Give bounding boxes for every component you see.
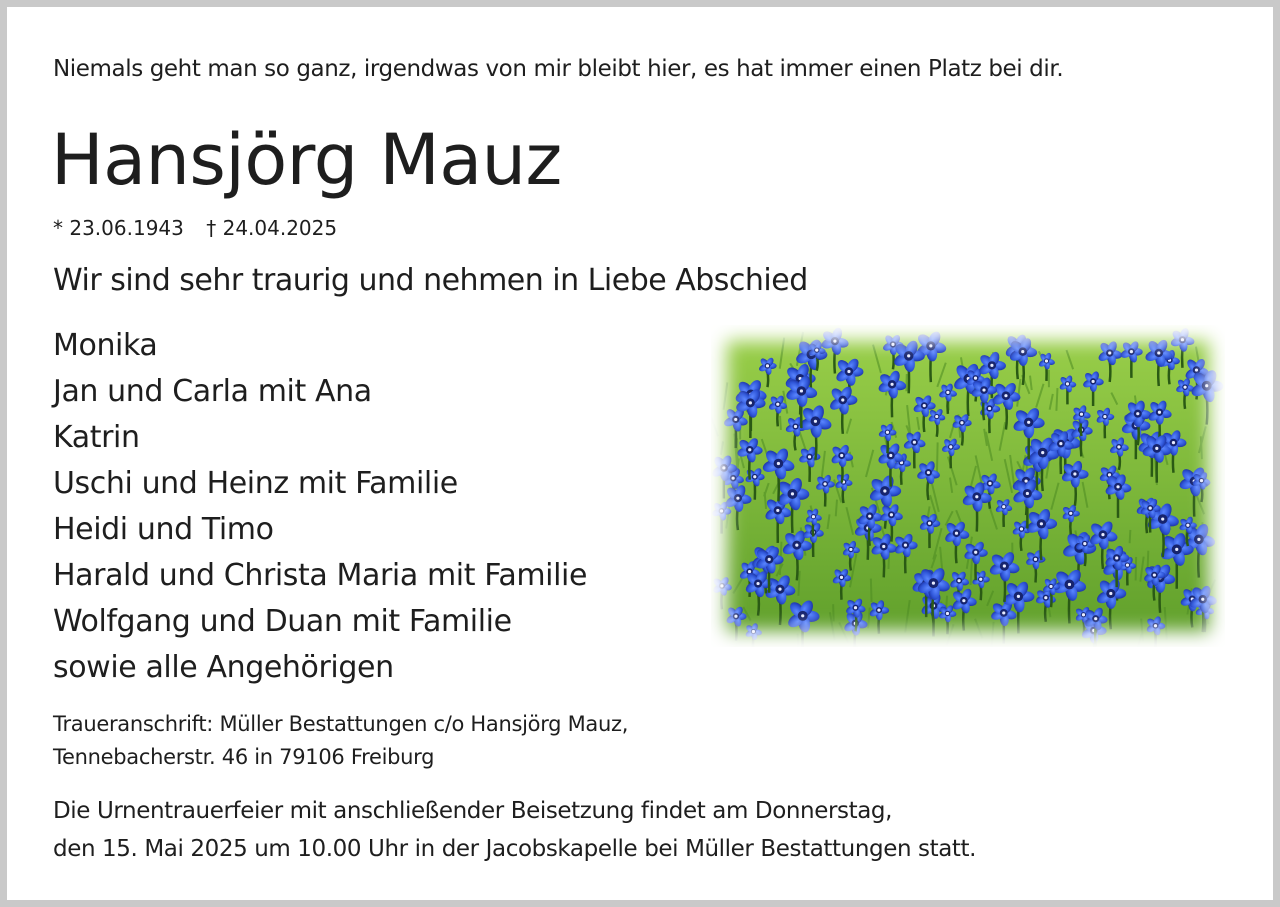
grass-blade [798, 571, 799, 596]
grass-blade [1056, 388, 1057, 411]
mourner-item: Jan und Carla mit Ana [53, 374, 372, 409]
grass-blade [833, 604, 834, 621]
life-dates [53, 216, 353, 240]
ceremony-info [53, 792, 976, 868]
deceased-name: Hansjörg Mauz [51, 119, 562, 201]
mourner-item: Katrin [53, 420, 140, 455]
grass-blade [780, 416, 781, 430]
mourner-item: Wolfgang und Duan mit Familie [53, 604, 512, 639]
mourner-item: Uschi und Heinz mit Familie [53, 466, 458, 501]
grass-blade [798, 634, 799, 647]
gentian-flowers-image [711, 325, 1225, 647]
ceremony-line: Die Urnentrauerfeier mit anschließender Beisetzung findet am Donnerstag, [53, 798, 893, 824]
mourner-item: sowie alle Angehörigen [53, 650, 394, 685]
death-date: † 24.04.2025 [206, 216, 338, 240]
mourner-item: Monika [53, 328, 158, 363]
motto-text: Niemals geht man so ganz, irgendwas von mir bleibt hier, es hat immer einen Platz bei dir. [53, 56, 1064, 82]
farewell-line: Wir sind sehr traurig und nehmen in Liebe Abschied [53, 263, 808, 298]
grass-blade [1130, 530, 1131, 543]
grass-blade [871, 579, 872, 602]
mourner-item: Harald und Christa Maria mit Familie [53, 558, 588, 593]
grass-blade [937, 442, 938, 474]
address-line: Traueranschrift: Müller Bestattungen c/o Hansjörg Mauz, [53, 712, 629, 736]
address-line: Tennebacherstr. 46 in 79106 Freiburg [53, 745, 435, 769]
mourners-list [53, 323, 587, 691]
mourning-address [53, 708, 628, 774]
birth-date: * 23.06.1943 [53, 216, 184, 240]
ceremony-line: den 15. Mai 2025 um 10.00 Uhr in der Jacobskapelle bei Müller Bestattungen statt. [53, 836, 977, 862]
grass-blade [836, 500, 837, 517]
mourner-item: Heidi und Timo [53, 512, 274, 547]
